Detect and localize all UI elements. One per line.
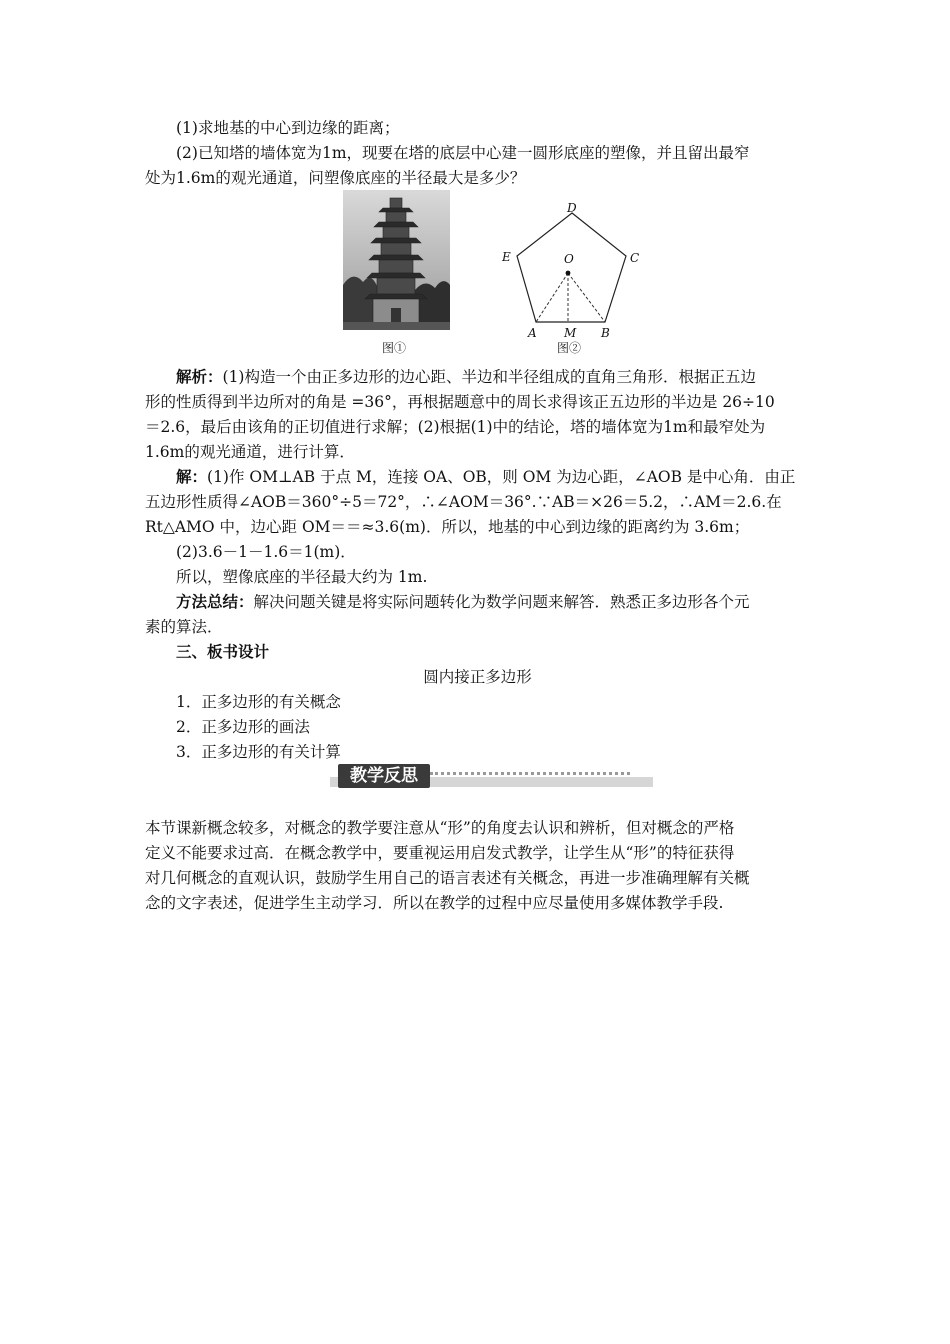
label-E: E <box>502 250 511 264</box>
summary-label: 方法总结： <box>176 592 254 611</box>
segment-OB <box>568 273 605 322</box>
question-1: (1)求地基的中心到边缘的距离； <box>176 119 400 137</box>
center-point-O <box>566 271 571 276</box>
solution-line-4: (2)3.6－1－1.6＝1(m)． <box>176 543 356 561</box>
label-A: A <box>528 326 537 340</box>
board-item-3: 3．正多边形的有关计算 <box>176 743 341 761</box>
solution-label: 解： <box>176 467 208 486</box>
solution-line-5: 所以，塑像底座的半径最大约为 1m. <box>176 568 428 586</box>
question-2-line-2: 处为1.6m的观光通道，问塑像底座的半径最大是多少？ <box>145 169 526 187</box>
summary-line-2: 素的算法． <box>145 618 223 636</box>
solution-line-2: 五边形性质得∠AOB＝360°÷5＝72°，∴∠AOM＝36°.∵AB＝×26＝5.2，∴AM＝2.6.在 <box>145 493 782 511</box>
reflection-line-4: 念的文字表述，促进学生主动学习．所以在教学的过程中应尽量使用多媒体教学手段. <box>145 894 724 912</box>
pagoda-image <box>343 190 450 330</box>
reflection-line-2: 定义不能要求过高．在概念教学中，要重视运用启发式教学，让学生从“形”的特征获得 <box>145 844 735 862</box>
pagoda-photo <box>343 190 450 330</box>
label-M: M <box>564 326 577 340</box>
analysis-line-3: ＝2.6，最后由该角的正切值进行求解；(2)根据(1)中的结论，塔的墙体宽为1m和最窄处为 <box>145 418 766 436</box>
reflection-line-3: 对几何概念的直观认识，鼓励学生用自己的语言表述有关概念，再进一步准确理解有关概 <box>145 869 750 887</box>
analysis-line-1: 解析：(1)构造一个由正多边形的边心距、半边和半径组成的直角三角形．根据正五边 <box>176 367 756 386</box>
pentagon-shape <box>517 213 626 322</box>
analysis-line-4: 1.6m的观光通道，进行计算． <box>145 443 355 461</box>
banner-label: 教学反思 <box>338 764 430 788</box>
board-item-1: 1．正多边形的有关概念 <box>176 693 341 711</box>
analysis-line-2: 形的性质得到半边所对的角是 =36°，再根据题意中的周长求得该正五边形的半边是 26÷10 <box>145 393 775 411</box>
pentagon-diagram <box>495 196 645 341</box>
reflection-banner <box>330 764 653 788</box>
board-item-2: 2．正多边形的画法 <box>176 718 310 736</box>
label-B: B <box>601 326 610 340</box>
label-D: D <box>567 201 577 215</box>
question-2-line-1: (2)已知塔的墙体宽为1m，现要在塔的底层中心建一圆形底座的塑像，并且留出最窄 <box>176 144 750 162</box>
board-title: 圆内接正多边形 <box>423 668 532 686</box>
label-O: O <box>564 252 574 266</box>
label-C: C <box>630 251 640 265</box>
banner-dots <box>430 772 630 779</box>
figure-2-caption: 图② <box>557 341 582 355</box>
summary-line-1: 方法总结：解决问题关键是将实际问题转化为数学问题来解答．熟悉正多边形各个元 <box>176 592 750 611</box>
segment-OA <box>536 273 568 322</box>
solution-line-3: Rt△AMO 中，边心距 OM＝＝≈3.6(m)．所以，地基的中心到边缘的距离约为 3.6m； <box>145 518 750 536</box>
analysis-label: 解析： <box>176 367 223 386</box>
solution-line-1: 解：(1)作 OM⊥AB 于点 M，连接 OA、OB，则 OM 为边心距，∠AOB 是中心角．由正 <box>176 467 796 486</box>
reflection-line-1: 本节课新概念较多，对概念的教学要注意从“形”的角度去认识和辨析，但对概念的严格 <box>145 819 735 837</box>
board-heading: 三、板书设计 <box>176 642 270 661</box>
figure-1-caption: 图① <box>382 341 407 355</box>
